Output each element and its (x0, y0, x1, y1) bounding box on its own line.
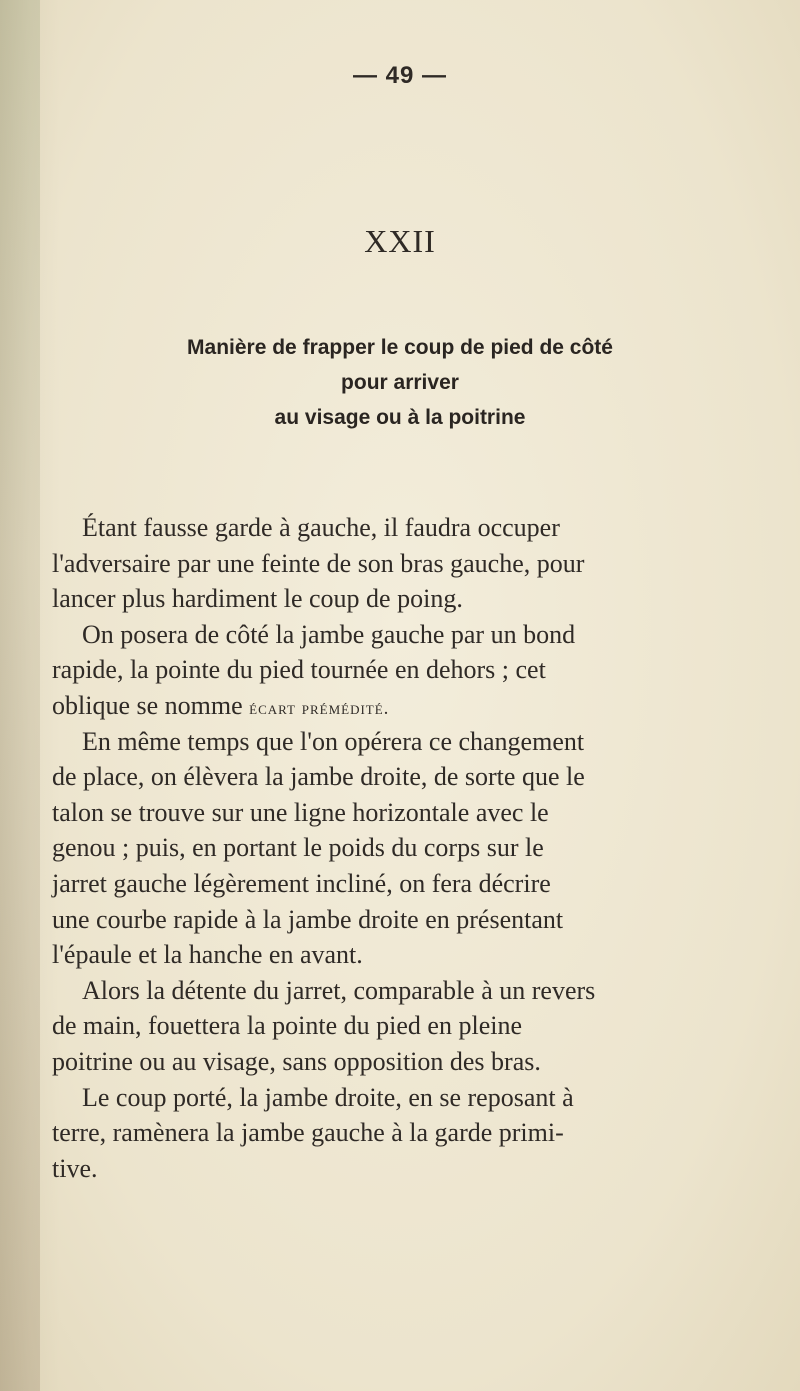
body-line: l'épaule et la hanche en avant. (52, 940, 363, 970)
term-small-caps: écart prémédité. (249, 697, 390, 719)
heading-line: au visage ou à la poitrine (274, 406, 526, 429)
body-line: de main, fouettera la pointe du pied en pleine (52, 1011, 522, 1041)
body-line: Le coup porté, la jambe droite, en se reposant à (82, 1082, 574, 1112)
body-line: genou ; puis, en portant le poids du corps sur le (52, 833, 544, 863)
body-line: une courbe rapide à la jambe droite en présentant (52, 904, 564, 934)
body-line: Étant fausse garde à gauche, il faudra occuper (82, 513, 560, 542)
heading-line: pour arriver (341, 371, 459, 394)
body-line: En même temps que l'on opérera ce changement (82, 726, 585, 756)
body-line: rapide, la pointe du pied tournée en dehors ; cet (52, 655, 546, 685)
body-line: lancer plus hardiment le coup de poing. (52, 584, 463, 614)
page-number: — 49 — (352, 62, 448, 89)
body-text (52, 510, 772, 1186)
body-line: l'adversaire par une feinte de son bras gauche, pour (52, 548, 585, 578)
body-line: de place, on élèvera la jambe droite, de sorte que le (52, 762, 585, 792)
binding-gutter (0, 0, 40, 1391)
body-line: tive. (52, 1153, 98, 1183)
body-line (52, 688, 772, 724)
body-line: terre, ramènera la jambe gauche à la garde primi- (52, 1118, 564, 1148)
body-line: On posera de côté la jambe gauche par un bond (82, 619, 576, 649)
body-line: poitrine ou au visage, sans opposition des bras. (52, 1046, 541, 1076)
body-line-text: oblique se nomme (52, 690, 243, 720)
heading-line: Manière de frapper le coup de pied de côté (187, 336, 613, 359)
body-line: Alors la détente du jarret, comparable à un revers (82, 975, 596, 1005)
chapter-number: XXII (364, 223, 436, 259)
body-line: talon se trouve sur une ligne horizontale avec le (52, 797, 549, 827)
section-heading (80, 330, 720, 435)
body-line: jarret gauche légèrement incliné, on fera décrire (52, 868, 551, 898)
